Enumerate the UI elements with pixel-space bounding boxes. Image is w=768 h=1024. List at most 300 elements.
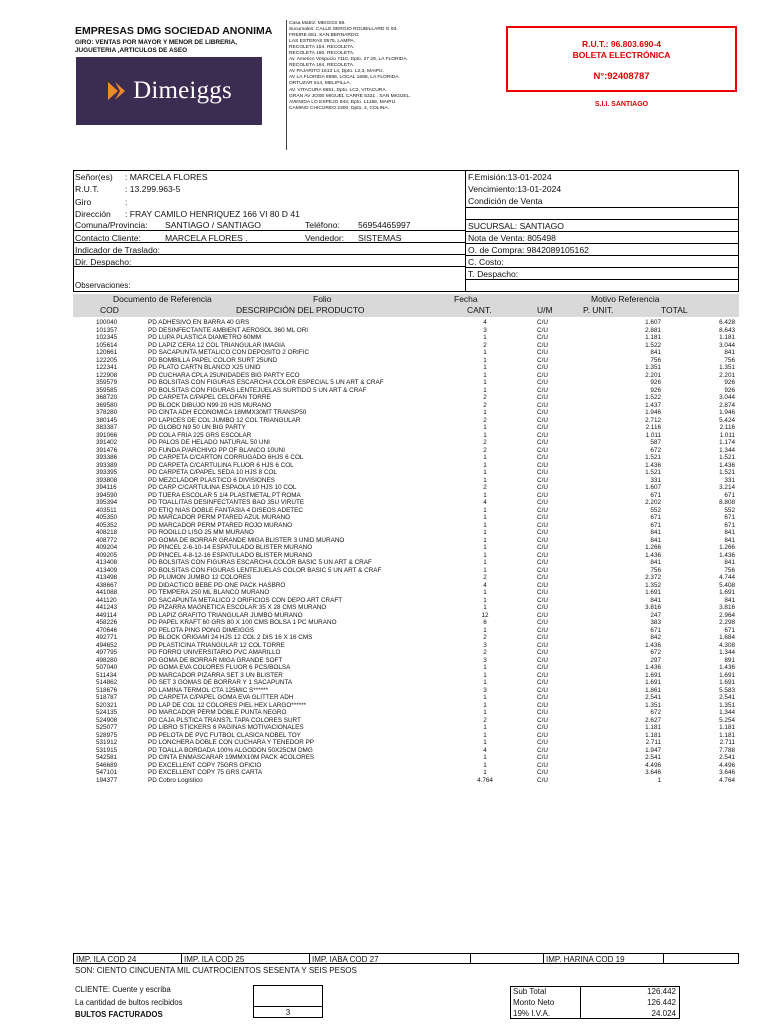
item-unit: C/U	[537, 476, 548, 484]
item-description: PD GLOBO N9 50 UN BIG PARTY	[148, 424, 246, 431]
table-row	[73, 424, 739, 432]
doc-rut: R.U.T.: 96.803.690-4	[582, 39, 661, 49]
table-row	[73, 567, 739, 575]
item-unit-price: 2.627	[645, 716, 661, 724]
item-code: 441120	[96, 596, 117, 604]
table-row	[73, 672, 739, 680]
item-code: 122341	[96, 364, 118, 371]
item-total: 1.691	[719, 679, 735, 686]
table-row	[73, 432, 739, 440]
item-unit-price: 1.351	[645, 364, 661, 371]
item-description: PD PLASTICINA TRIANGULAR 12 COL TORRE	[148, 641, 285, 649]
item-unit-price: 2.881	[645, 326, 661, 334]
address-line: ORTUZAR 614, MELIPILLA.	[289, 81, 351, 87]
item-total: 2.964	[719, 611, 735, 619]
item-total: 1.011	[719, 431, 735, 439]
item-quantity: 1	[483, 371, 487, 379]
table-row	[73, 327, 739, 335]
item-unit: C/U	[537, 694, 548, 701]
table-row	[73, 544, 739, 552]
item-total: 5.254	[719, 716, 735, 724]
item-description: PD MARCADOR PERM DOBLE PUNTA NEGRO	[148, 709, 287, 716]
item-total: 1.691	[719, 671, 735, 679]
item-unit: C/U	[537, 604, 548, 611]
item-unit: C/U	[537, 356, 548, 364]
branch-addresses	[289, 21, 411, 112]
doc-number: N°:92408787	[593, 71, 650, 82]
table-row	[73, 529, 739, 537]
item-unit: C/U	[537, 401, 548, 409]
table-row	[73, 357, 739, 365]
item-code: 409204	[96, 544, 118, 551]
table-row	[73, 364, 739, 372]
item-code: 542581	[96, 754, 118, 761]
item-total: 8.643	[719, 326, 735, 334]
item-description: PD SACAPUNTA METALICO CON DEPOSITO 2 ORIFIC	[148, 349, 310, 356]
address-line: RECOLETA 164. RECOLETA.	[289, 63, 355, 69]
item-quantity: 3	[483, 656, 487, 664]
address-line: RECOLETA 160. RECOLETA.	[289, 51, 355, 57]
subtotal-label: Sub Total	[513, 987, 547, 996]
item-total: 1.436	[719, 461, 735, 469]
table-row	[73, 394, 739, 402]
table-row	[73, 469, 739, 477]
item-code: 395394	[96, 499, 118, 506]
item-code: 518676	[96, 686, 118, 694]
item-total: 671	[724, 521, 735, 529]
client-line	[73, 230, 465, 231]
item-code: 524135	[96, 709, 118, 716]
table-row	[73, 754, 739, 762]
item-description: PD COLA FRIA 225 GRS ESCOLAR	[148, 431, 252, 439]
contacto-value: MARCELA FLORES .	[165, 233, 248, 243]
total-header: TOTAL	[661, 305, 688, 315]
item-unit-price: 1.181	[645, 731, 661, 739]
table-row	[73, 552, 739, 560]
table-row	[73, 349, 739, 357]
table-row	[73, 499, 739, 507]
rut-box	[506, 26, 737, 92]
item-unit-price: 247	[650, 611, 661, 619]
right-line	[465, 243, 739, 244]
item-unit-price: 2.372	[645, 574, 661, 581]
table-row	[73, 619, 739, 627]
traslado-label: Indicador de Traslado:	[75, 245, 161, 255]
item-total: 841	[724, 536, 735, 544]
item-description: PD BLOCK DIBUJO N99 20 HJS MURANO	[148, 401, 272, 409]
item-code: 394590	[96, 491, 118, 499]
table-row	[73, 604, 739, 612]
item-unit: C/U	[537, 559, 548, 566]
doc-ref-header: Documento de Referencia	[113, 294, 212, 304]
comuna-value: SANTIAGO / SANTIAGO	[165, 220, 261, 230]
item-code: 531912	[96, 739, 118, 746]
telefono-value: 56954465997	[358, 220, 411, 230]
item-code: 194377	[96, 776, 118, 784]
item-unit: C/U	[537, 596, 548, 604]
item-quantity: 1	[483, 739, 487, 746]
item-description: PD PIZARRA MAGNETICA ESCOLAR 35 X 28 CMS MURANO	[148, 604, 327, 611]
item-unit-price: 841	[650, 559, 661, 566]
item-unit-price: 331	[650, 476, 661, 484]
senor-label: Señor(es)	[75, 172, 113, 182]
table-row	[73, 777, 739, 785]
item-unit-price: 1.436	[645, 461, 661, 469]
item-total: 4.308	[719, 641, 735, 649]
item-quantity: 1	[483, 761, 487, 769]
item-quantity: 1	[483, 604, 487, 611]
item-unit-price: 2.201	[645, 371, 661, 379]
item-unit: C/U	[537, 416, 548, 424]
item-total: 2.116	[719, 424, 735, 431]
telefono-label: Teléfono:	[305, 220, 340, 230]
item-total: 5.424	[719, 416, 735, 424]
item-quantity: 1	[483, 409, 487, 416]
item-description: PD ADHESIVO EN BARRA 40 GRS	[148, 319, 250, 326]
item-unit: C/U	[537, 326, 548, 334]
cantidad-note: La cantidad de bultos recibidos	[75, 998, 183, 1007]
item-unit: C/U	[537, 529, 548, 536]
item-quantity: 1	[483, 769, 487, 776]
address-line: LAS ESTERAS 0575, LAMPA.	[289, 39, 355, 45]
item-description: PD MARCADOR PERM PTARED AZUL MURANO	[148, 514, 291, 521]
item-unit-price: 2.711	[645, 739, 661, 746]
direccion-value: : FRAY CAMILO HENRIQUEZ 166 VI 80 D 41	[125, 209, 300, 219]
item-code: 405350	[96, 514, 118, 521]
item-total: 3.044	[719, 341, 735, 349]
arrow-logo-icon	[106, 80, 128, 102]
address-line: Casa Matriz: MEIGGS 58.	[289, 21, 346, 26]
cant-header: CANT.	[467, 305, 492, 315]
item-description: PD EXCELLENT COPY 75GRS OFICIO	[148, 761, 262, 769]
item-quantity: 1	[483, 431, 487, 439]
table-row	[73, 657, 739, 665]
item-code: 378280	[96, 409, 118, 416]
item-unit: C/U	[537, 709, 548, 716]
address-line: AV. VITACURA 8651, Dpto. LC2, VITACURA.	[289, 87, 387, 93]
item-description: PD CARPETA C/CARTULINA FLUOR 6 HJS 6 COL	[148, 461, 294, 469]
item-unit: C/U	[537, 686, 548, 694]
item-unit-price: 672	[650, 446, 661, 454]
item-quantity: 1	[483, 461, 487, 469]
item-description: PD FUNDA P/ARCHIVO PP OF BLANCO 10UNI	[148, 446, 286, 454]
item-quantity: 1	[483, 544, 487, 551]
item-description: PD GOMA DE BORRAR GRANDE MIGA BLISTER 3 UNID MURANO	[148, 536, 345, 544]
item-description: PD CARP C/CARTULINA ESPAOLA 10 HJS 10 COL	[148, 484, 297, 491]
items-table	[73, 319, 739, 784]
item-unit-price: 1.607	[645, 319, 661, 326]
centro-costo: C. Costo:	[468, 257, 504, 267]
item-description: PD MEZCLADOR PLASTICO 6 DIVISIONES	[148, 476, 275, 484]
item-total: 841	[724, 349, 735, 356]
item-unit-price: 552	[650, 506, 661, 514]
item-total: 1.521	[719, 469, 735, 476]
item-unit-price: 926	[650, 379, 661, 386]
table-row	[73, 724, 739, 732]
item-total: 1.266	[719, 544, 735, 551]
item-unit-price: 672	[650, 709, 661, 716]
table-row	[73, 649, 739, 657]
item-code: 368720	[96, 394, 118, 401]
item-quantity: 1	[483, 469, 487, 476]
item-unit: C/U	[537, 424, 548, 431]
item-quantity: 2	[483, 341, 487, 349]
table-row	[73, 484, 739, 492]
item-unit: C/U	[537, 379, 548, 386]
item-total: 1.181	[719, 731, 735, 739]
item-total: 1.684	[719, 634, 735, 641]
imp-harina19: IMP. HARINA COD 19	[546, 955, 625, 964]
table-row	[73, 522, 739, 530]
subtotal-value: 126.442	[647, 987, 676, 996]
table-row	[73, 702, 739, 710]
table-row	[73, 762, 739, 770]
item-quantity: 6	[483, 619, 487, 626]
item-unit: C/U	[537, 739, 548, 746]
table-row	[73, 559, 739, 567]
table-row	[73, 709, 739, 717]
table-header	[73, 294, 739, 317]
item-code: 413498	[96, 574, 118, 581]
item-total: 671	[724, 491, 735, 499]
item-unit-price: 1.861	[645, 686, 661, 694]
item-code: 393808	[96, 476, 118, 484]
item-total: 1.181	[719, 334, 735, 341]
table-row	[73, 417, 739, 425]
item-code: 359579	[96, 379, 118, 386]
item-unit: C/U	[537, 319, 548, 326]
item-unit-price: 1.011	[645, 431, 661, 439]
client-line	[73, 266, 465, 267]
item-description: PD MARCADOR PERM PTARED ROJO MURANO	[148, 521, 293, 529]
item-description: PD SACAPUNTA METALICO 2 ORIFICIOS CON DEPO ART CRAFT	[148, 596, 343, 604]
item-quantity: 1	[483, 731, 487, 739]
company-name: EMPRESAS DMG SOCIEDAD ANONIMA	[75, 25, 273, 37]
item-total: 5.408	[719, 581, 735, 589]
item-code: 494652	[96, 641, 118, 649]
item-unit-price: 671	[650, 521, 661, 529]
item-unit-price: 297	[650, 656, 661, 664]
address-line: AV PAJARITO 1613 L4, Dpto. L2,3, MAIPU.	[289, 69, 384, 75]
item-unit-price: 842	[650, 634, 661, 641]
item-unit-price: 1	[657, 776, 661, 784]
item-quantity: 1	[483, 506, 487, 514]
item-total: 926	[724, 386, 735, 394]
item-unit: C/U	[537, 454, 548, 461]
table-row	[73, 334, 739, 342]
comuna-label: Comuna/Provincia:	[75, 220, 148, 230]
item-unit: C/U	[537, 776, 548, 784]
item-quantity: 1	[483, 626, 487, 634]
header-divider	[286, 20, 287, 150]
item-description: PD LONCHERA DOBLE CON CUCHARA Y TENEDOR PP	[148, 739, 315, 746]
item-code: 520321	[96, 701, 118, 709]
motivo-header: Motivo Referencia	[591, 294, 660, 304]
item-code: 525077	[96, 724, 118, 731]
item-unit: C/U	[537, 746, 548, 754]
table-row	[73, 664, 739, 672]
item-quantity: 1	[483, 551, 487, 559]
item-total: 1.436	[719, 664, 735, 671]
imp-divider	[470, 953, 471, 964]
item-unit-price: 1.521	[645, 469, 661, 476]
item-quantity: 1	[483, 379, 487, 386]
item-total: 3.044	[719, 394, 735, 401]
item-code: 514862	[96, 679, 118, 686]
iva-value: 24.024	[651, 1009, 676, 1018]
item-unit: C/U	[537, 611, 548, 619]
item-description: PD TEMPERA 250 ML BLANCO MURANO	[148, 589, 270, 596]
item-total: 331	[724, 476, 735, 484]
item-quantity: 1	[483, 491, 487, 499]
right-line	[465, 207, 739, 208]
item-total: 4.744	[719, 574, 735, 581]
item-unit: C/U	[537, 349, 548, 356]
table-row	[73, 454, 739, 462]
table-row	[73, 379, 739, 387]
item-quantity: 1	[483, 589, 487, 596]
item-description: PD CARPETA C/PAPEL SEDA 10 HJS 8 COL	[148, 469, 277, 476]
item-unit: C/U	[537, 566, 548, 574]
item-unit-price: 2.116	[645, 424, 661, 431]
item-code: 413408	[96, 559, 118, 566]
item-description: PD LUPA PLASTICA DIAMETRO 60MM	[148, 334, 262, 341]
company-logo	[76, 57, 262, 125]
item-code: 101357	[96, 326, 118, 334]
item-code: 405352	[96, 521, 118, 529]
item-quantity: 1	[483, 349, 487, 356]
item-code: 122205	[96, 356, 118, 364]
table-row	[73, 694, 739, 702]
senor-value: : MARCELA FLORES	[125, 172, 208, 182]
item-total: 2.874	[719, 401, 735, 409]
table-row	[73, 597, 739, 605]
item-unit-price: 1.436	[645, 641, 661, 649]
item-code: 449114	[96, 611, 117, 619]
item-total: 5.583	[719, 686, 735, 694]
cliente-note: CLIENTE: Cuente y escriba	[75, 985, 171, 994]
item-quantity: 1	[483, 521, 487, 529]
item-description: PD CARPETA C/CARTON CORRUGADO 6HJS 6 COL	[148, 454, 304, 461]
item-unit-price: 671	[650, 514, 661, 521]
item-description: PD RODILLO LISO 25 MM MURANO	[148, 529, 254, 536]
item-unit-price: 1.352	[645, 581, 661, 589]
table-row	[73, 507, 739, 515]
company-giro-line2: JUGUETERIA ,ARTICULOS DE ASEO	[75, 47, 188, 54]
imp-divider	[543, 953, 544, 964]
item-quantity: 2	[483, 574, 487, 581]
table-row	[73, 477, 739, 485]
item-description: PD MARCADOR PIZARRA SET 3 UN BLISTER	[148, 671, 283, 679]
item-description: PD GOMA DE BORRAR MIGA GRANDE SOFT	[148, 656, 283, 664]
item-total: 841	[724, 529, 735, 536]
item-total: 1.344	[719, 709, 735, 716]
item-description: PD CINTA ENMASCARAR 19MMX10M PACK 4COLORES	[148, 754, 315, 761]
item-unit: C/U	[537, 514, 548, 521]
item-description: PD TIJERA ESCOLAR 5 1/4 PLASTMETAL PT ROMA	[148, 491, 301, 499]
item-quantity: 1	[483, 701, 487, 709]
bultos-label: BULTOS FACTURADOS	[75, 1010, 163, 1019]
item-description: PD BOMBILLA PAPEL COLOR SURT 25UND	[148, 356, 278, 364]
item-total: 756	[724, 566, 735, 574]
rut-value: : 13.299.963-5	[125, 184, 181, 194]
item-total: 1.436	[719, 551, 735, 559]
item-code: 497795	[96, 649, 118, 656]
item-code: 458226	[96, 619, 118, 626]
item-quantity: 1	[483, 596, 487, 604]
item-unit: C/U	[537, 364, 548, 371]
item-code: 441088	[96, 589, 118, 596]
imp-divider	[309, 953, 310, 964]
item-unit: C/U	[537, 664, 548, 671]
table-row	[73, 642, 739, 650]
item-unit-price: 1.691	[645, 671, 661, 679]
item-unit-price: 1.436	[645, 551, 661, 559]
imp-divider	[663, 953, 664, 964]
item-description: PD CAJA PLSTICA TRANS7L TAPA COLORES SURT	[148, 716, 301, 724]
item-unit: C/U	[537, 641, 548, 649]
item-unit: C/U	[537, 724, 548, 731]
bultos-box-divider	[253, 1006, 323, 1007]
item-quantity: 2	[483, 394, 487, 401]
item-total: 2.541	[719, 694, 735, 701]
table-row	[73, 319, 739, 327]
item-quantity: 2	[483, 401, 487, 409]
item-total: 1.691	[719, 589, 735, 596]
item-code: 403511	[96, 506, 117, 514]
item-unit: C/U	[537, 484, 548, 491]
item-total: 3.646	[719, 769, 735, 776]
item-unit: C/U	[537, 439, 548, 446]
item-total: 926	[724, 379, 735, 386]
item-code: 408218	[96, 529, 118, 536]
item-description: PD LAP DE COL 12 COLORES PIEL HEX LARGO******	[148, 701, 307, 709]
item-total: 1.946	[719, 409, 735, 416]
item-code: 524908	[96, 716, 118, 724]
item-quantity: 4	[483, 581, 487, 589]
table-row	[73, 447, 739, 455]
item-quantity: 1	[483, 559, 487, 566]
imp-divider	[181, 953, 182, 964]
item-unit-price: 4.496	[645, 761, 661, 769]
item-total: 891	[724, 656, 735, 664]
item-unit: C/U	[537, 521, 548, 529]
giro-label: Giro	[75, 197, 92, 207]
item-unit-price: 841	[650, 596, 661, 604]
item-code: 100040	[96, 319, 118, 326]
item-total: 671	[724, 626, 735, 634]
item-total: 1.344	[719, 446, 735, 454]
item-quantity: 2	[483, 439, 487, 446]
right-line	[465, 255, 739, 256]
item-unit: C/U	[537, 679, 548, 686]
imp-ila25: IMP. ILA COD 25	[184, 955, 245, 964]
table-row	[73, 574, 739, 582]
punit-header: P. UNIT.	[583, 305, 614, 315]
item-code: 122908	[96, 371, 118, 379]
item-description: PD DIDACTICO BEBE PD ONE PACK HASBRO	[148, 581, 286, 589]
item-quantity: 12	[481, 611, 489, 619]
item-code: 120661	[96, 349, 118, 356]
item-total: 8.808	[719, 499, 735, 506]
item-quantity: 1	[483, 754, 487, 761]
item-unit-price: 1.181	[645, 334, 661, 341]
sucursal: SUCURSAL: SANTIAGO	[468, 221, 564, 231]
item-unit-price: 1.522	[645, 341, 661, 349]
item-description: PD BOLSITAS CON FIGURAS ESCARCHA COLOR ESPECIAL 5 UN ART & CRAF	[148, 379, 384, 386]
item-total: 2.711	[719, 739, 735, 746]
item-code: 413409	[96, 566, 118, 574]
